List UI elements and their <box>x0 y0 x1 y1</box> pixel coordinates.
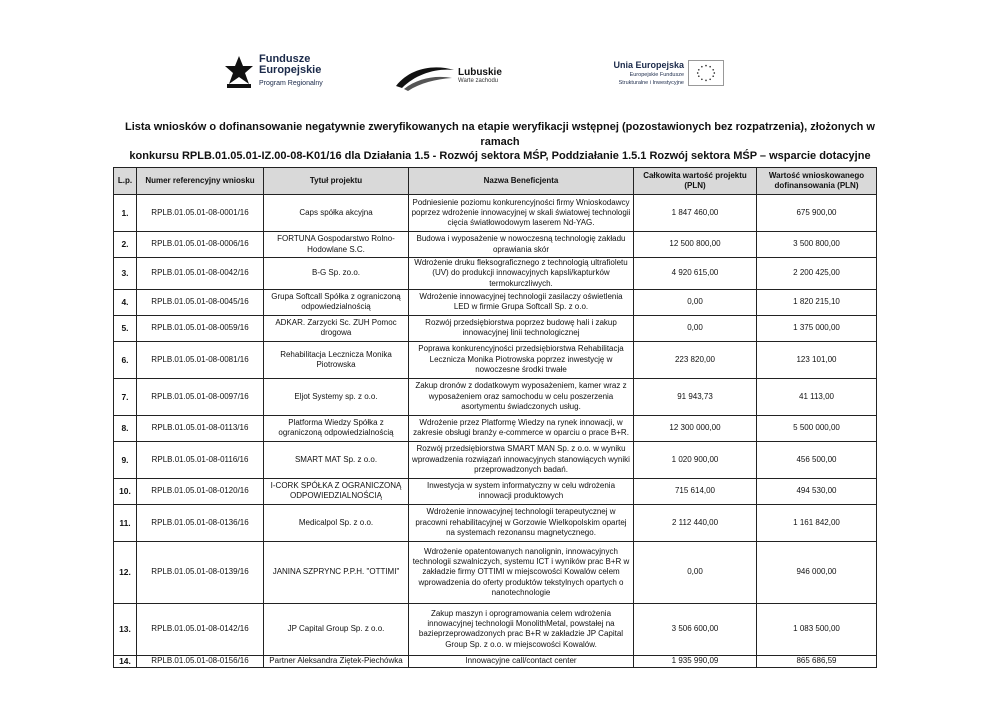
cell-total: 0,00 <box>634 541 757 603</box>
fundusze-star-icon <box>225 56 253 90</box>
cell-total: 12 500 800,00 <box>634 232 757 258</box>
cell-number: RPLB.01.05.01-08-0006/16 <box>137 232 264 258</box>
table-row <box>114 232 877 258</box>
cell-beneficiary: Wdrożenie innowacyjnej technologii zasilaczy oświetlenia LED w firmie Grupa Softcall Sp. z o.o. <box>409 289 634 315</box>
applications-table <box>113 167 877 668</box>
table-header-row <box>114 168 877 195</box>
header-beneficiary: Nazwa Beneficjenta <box>409 168 634 195</box>
header-requested: Wartość wnioskowanego dofinansowania (PLN) <box>757 168 877 195</box>
fundusze-line1: Fundusze <box>259 53 311 65</box>
cell-beneficiary: Inwestycja w system informatyczny w celu wdrożenia innowacji produktowych <box>409 478 634 504</box>
cell-lp: 8. <box>114 415 137 441</box>
cell-requested: 1 375 000,00 <box>757 315 877 341</box>
unia-europejska-logo <box>584 58 724 98</box>
ue-line3: Strukturalne i Inwestycyjne <box>618 80 684 86</box>
cell-title: B-G Sp. zo.o. <box>264 258 409 290</box>
cell-lp: 9. <box>114 441 137 478</box>
cell-total: 715 614,00 <box>634 478 757 504</box>
cell-total: 12 300 000,00 <box>634 415 757 441</box>
cell-title: SMART MAT Sp. z o.o. <box>264 441 409 478</box>
header-number: Numer referencyjny wniosku <box>137 168 264 195</box>
cell-total: 0,00 <box>634 315 757 341</box>
cell-lp: 11. <box>114 504 137 541</box>
table-row <box>114 441 877 478</box>
cell-requested: 123 101,00 <box>757 341 877 378</box>
table-row <box>114 478 877 504</box>
cell-requested: 1 820 215,10 <box>757 289 877 315</box>
cell-beneficiary: Podniesienie poziomu konkurencyjności firmy Wnioskodawcy poprzez wdrożenie innowacyjnej w skali światowej technologii cięcia światłowodowym laserem Nd-YAG. <box>409 195 634 232</box>
cell-lp: 5. <box>114 315 137 341</box>
cell-beneficiary: Innowacyjne call/contact center <box>409 655 634 667</box>
cell-number: RPLB.01.05.01-08-0001/16 <box>137 195 264 232</box>
table-row <box>114 258 877 290</box>
cell-number: RPLB.01.05.01-08-0116/16 <box>137 441 264 478</box>
cell-title: Rehabilitacja Lecznicza Monika Piotrowska <box>264 341 409 378</box>
cell-requested: 41 113,00 <box>757 378 877 415</box>
cell-lp: 12. <box>114 541 137 603</box>
cell-lp: 4. <box>114 289 137 315</box>
cell-number: RPLB.01.05.01-08-0156/16 <box>137 655 264 667</box>
cell-beneficiary: Rozwój przedsiębiorstwa SMART MAN Sp. z o.o. w wyniku wprowadzenia rozwiązań innowacyjnych stanowiących wyniki przeprowadzonych badań. <box>409 441 634 478</box>
table-row <box>114 315 877 341</box>
table-row <box>114 378 877 415</box>
header-title: Tytuł projektu <box>264 168 409 195</box>
fundusze-line3: Program Regionalny <box>259 80 323 87</box>
fundusze-europejskie-logo <box>219 52 369 100</box>
cell-number: RPLB.01.05.01-08-0042/16 <box>137 258 264 290</box>
header-total: Całkowita wartość projektu (PLN) <box>634 168 757 195</box>
lubuskie-line1: Lubuskie <box>458 67 502 78</box>
cell-title: ADKAR. Zarzycki Sc. ZUH Pomoc drogowa <box>264 315 409 341</box>
cell-title: JP Capital Group Sp. z o.o. <box>264 603 409 655</box>
cell-lp: 2. <box>114 232 137 258</box>
title-line-2: konkursu RPLB.01.05.01-IZ.00-08-K01/16 dla Działania 1.5 - Rozwój sektora MŚP, Poddziałanie 1.5.1 Rozwój sektora MŚP – wsparcie dotacyjne <box>129 150 871 162</box>
cell-title: Partner Aleksandra Ziętek-Piechówka <box>264 655 409 667</box>
cell-total: 1 020 900,00 <box>634 441 757 478</box>
cell-lp: 14. <box>114 655 137 667</box>
table-row <box>114 655 877 667</box>
cell-lp: 10. <box>114 478 137 504</box>
cell-beneficiary: Rozwój przedsiębiorstwa poprzez budowę hali i zakup innowacyjnej linii technologicznej <box>409 315 634 341</box>
cell-number: RPLB.01.05.01-08-0097/16 <box>137 378 264 415</box>
cell-requested: 5 500 000,00 <box>757 415 877 441</box>
cell-requested: 456 500,00 <box>757 441 877 478</box>
cell-title: Grupa Softcall Spółka z ograniczoną odpowiedzialnością <box>264 289 409 315</box>
cell-title: Medicalpol Sp. z o.o. <box>264 504 409 541</box>
cell-number: RPLB.01.05.01-08-0059/16 <box>137 315 264 341</box>
table-row <box>114 415 877 441</box>
lubuskie-logo <box>394 62 524 94</box>
cell-number: RPLB.01.05.01-08-0081/16 <box>137 341 264 378</box>
document-title <box>120 120 880 164</box>
cell-title: FORTUNA Gospodarstwo Rolno-Hodowlane S.C. <box>264 232 409 258</box>
cell-requested: 675 900,00 <box>757 195 877 232</box>
cell-total: 3 506 600,00 <box>634 603 757 655</box>
title-line-1: Lista wniosków o dofinansowanie negatywnie zweryfikowanych na etapie weryfikacji wstępnej (pozostawionych bez rozpatrzenia), złożonych w ramach <box>125 121 875 148</box>
cell-title: Eljot Systemy sp. z o.o. <box>264 378 409 415</box>
cell-number: RPLB.01.05.01-08-0136/16 <box>137 504 264 541</box>
cell-requested: 946 000,00 <box>757 541 877 603</box>
cell-lp: 6. <box>114 341 137 378</box>
table-row <box>114 603 877 655</box>
table-row <box>114 195 877 232</box>
cell-beneficiary: Wdrożenie innowacyjnej technologii terapeutycznej w pracowni rehabilitacyjnej w Gorzowie Wielkopolskim opartej na systemach rezonansu magnetycznego. <box>409 504 634 541</box>
cell-lp: 1. <box>114 195 137 232</box>
cell-total: 91 943,73 <box>634 378 757 415</box>
cell-total: 4 920 615,00 <box>634 258 757 290</box>
cell-lp: 13. <box>114 603 137 655</box>
cell-title: Platforma Wiedzy Spółka z ograniczoną odpowiedzialnością <box>264 415 409 441</box>
cell-beneficiary: Budowa i wyposażenie w nowoczesną technologię zakładu oprawiania skór <box>409 232 634 258</box>
cell-title: I-CORK SPÓŁKA Z OGRANICZONĄ ODPOWIEDZIALNOŚCIĄ <box>264 478 409 504</box>
cell-lp: 3. <box>114 258 137 290</box>
ue-line1: Unia Europejska <box>613 60 684 70</box>
cell-number: RPLB.01.05.01-08-0120/16 <box>137 478 264 504</box>
table-row <box>114 341 877 378</box>
cell-requested: 1 161 842,00 <box>757 504 877 541</box>
cell-requested: 3 500 800,00 <box>757 232 877 258</box>
header-lp: L.p. <box>114 168 137 195</box>
cell-beneficiary: Wdrożenie druku fleksograficznego z technologią ultrafioletu (UV) do produkcji innowacyjnych kapsli/kapturków termokurczliwych. <box>409 258 634 290</box>
cell-requested: 494 530,00 <box>757 478 877 504</box>
eu-flag-icon <box>688 60 724 86</box>
cell-beneficiary: Zakup maszyn i oprogramowania celem wdrożenia innowacyjnej technologii MonolithMetal, powstałej na bazieprzeprowadzonych prac B+R w zakładzie JP Capital Group Sp. z o.o. w miejscowości Kowalów. <box>409 603 634 655</box>
fundusze-line2: Europejskie <box>259 64 322 76</box>
cell-beneficiary: Zakup dronów z dodatkowym wyposażeniem, kamer wraz z wyposażeniem oraz samochodu w celu poszerzenia asortymentu świadczonych usług. <box>409 378 634 415</box>
cell-total: 1 935 990,09 <box>634 655 757 667</box>
cell-lp: 7. <box>114 378 137 415</box>
table-row <box>114 504 877 541</box>
cell-beneficiary: Wdrożenie opatentowanych nanolignin, innowacyjnych technologii szwalniczych, systemu ICT i wyników prac B+R w zakładzie firmy OTTIMI w miejscowości Kowalów celem wprowadzenia do oferty produktów tekstylnych opartych o nanotechnologie <box>409 541 634 603</box>
lubuskie-line2: Warte zachodu <box>458 78 499 84</box>
cell-total: 0,00 <box>634 289 757 315</box>
cell-requested: 2 200 425,00 <box>757 258 877 290</box>
cell-number: RPLB.01.05.01-08-0139/16 <box>137 541 264 603</box>
cell-beneficiary: Poprawa konkurencyjności przedsiębiorstwa Rehabilitacja Lecznicza Monika Piotrowska poprzez inwestycję w nowoczesne środki trwałe <box>409 341 634 378</box>
table-row <box>114 541 877 603</box>
ue-line2: Europejskie Fundusze <box>629 72 684 78</box>
table-row <box>114 289 877 315</box>
cell-beneficiary: Wdrożenie przez Platformę Wiedzy na rynek innowacji, w zakresie obsługi branży e-commerce w oparciu o prace B+R. <box>409 415 634 441</box>
logo-bar <box>219 48 719 104</box>
cell-number: RPLB.01.05.01-08-0113/16 <box>137 415 264 441</box>
cell-total: 1 847 460,00 <box>634 195 757 232</box>
cell-title: Caps spółka akcyjna <box>264 195 409 232</box>
cell-number: RPLB.01.05.01-08-0142/16 <box>137 603 264 655</box>
cell-total: 2 112 440,00 <box>634 504 757 541</box>
cell-requested: 1 083 500,00 <box>757 603 877 655</box>
cell-requested: 865 686,59 <box>757 655 877 667</box>
cell-title: JANINA SZPRYNC P.P.H. "OTTIMI" <box>264 541 409 603</box>
cell-total: 223 820,00 <box>634 341 757 378</box>
lubuskie-swoosh-icon <box>394 62 456 92</box>
cell-number: RPLB.01.05.01-08-0045/16 <box>137 289 264 315</box>
